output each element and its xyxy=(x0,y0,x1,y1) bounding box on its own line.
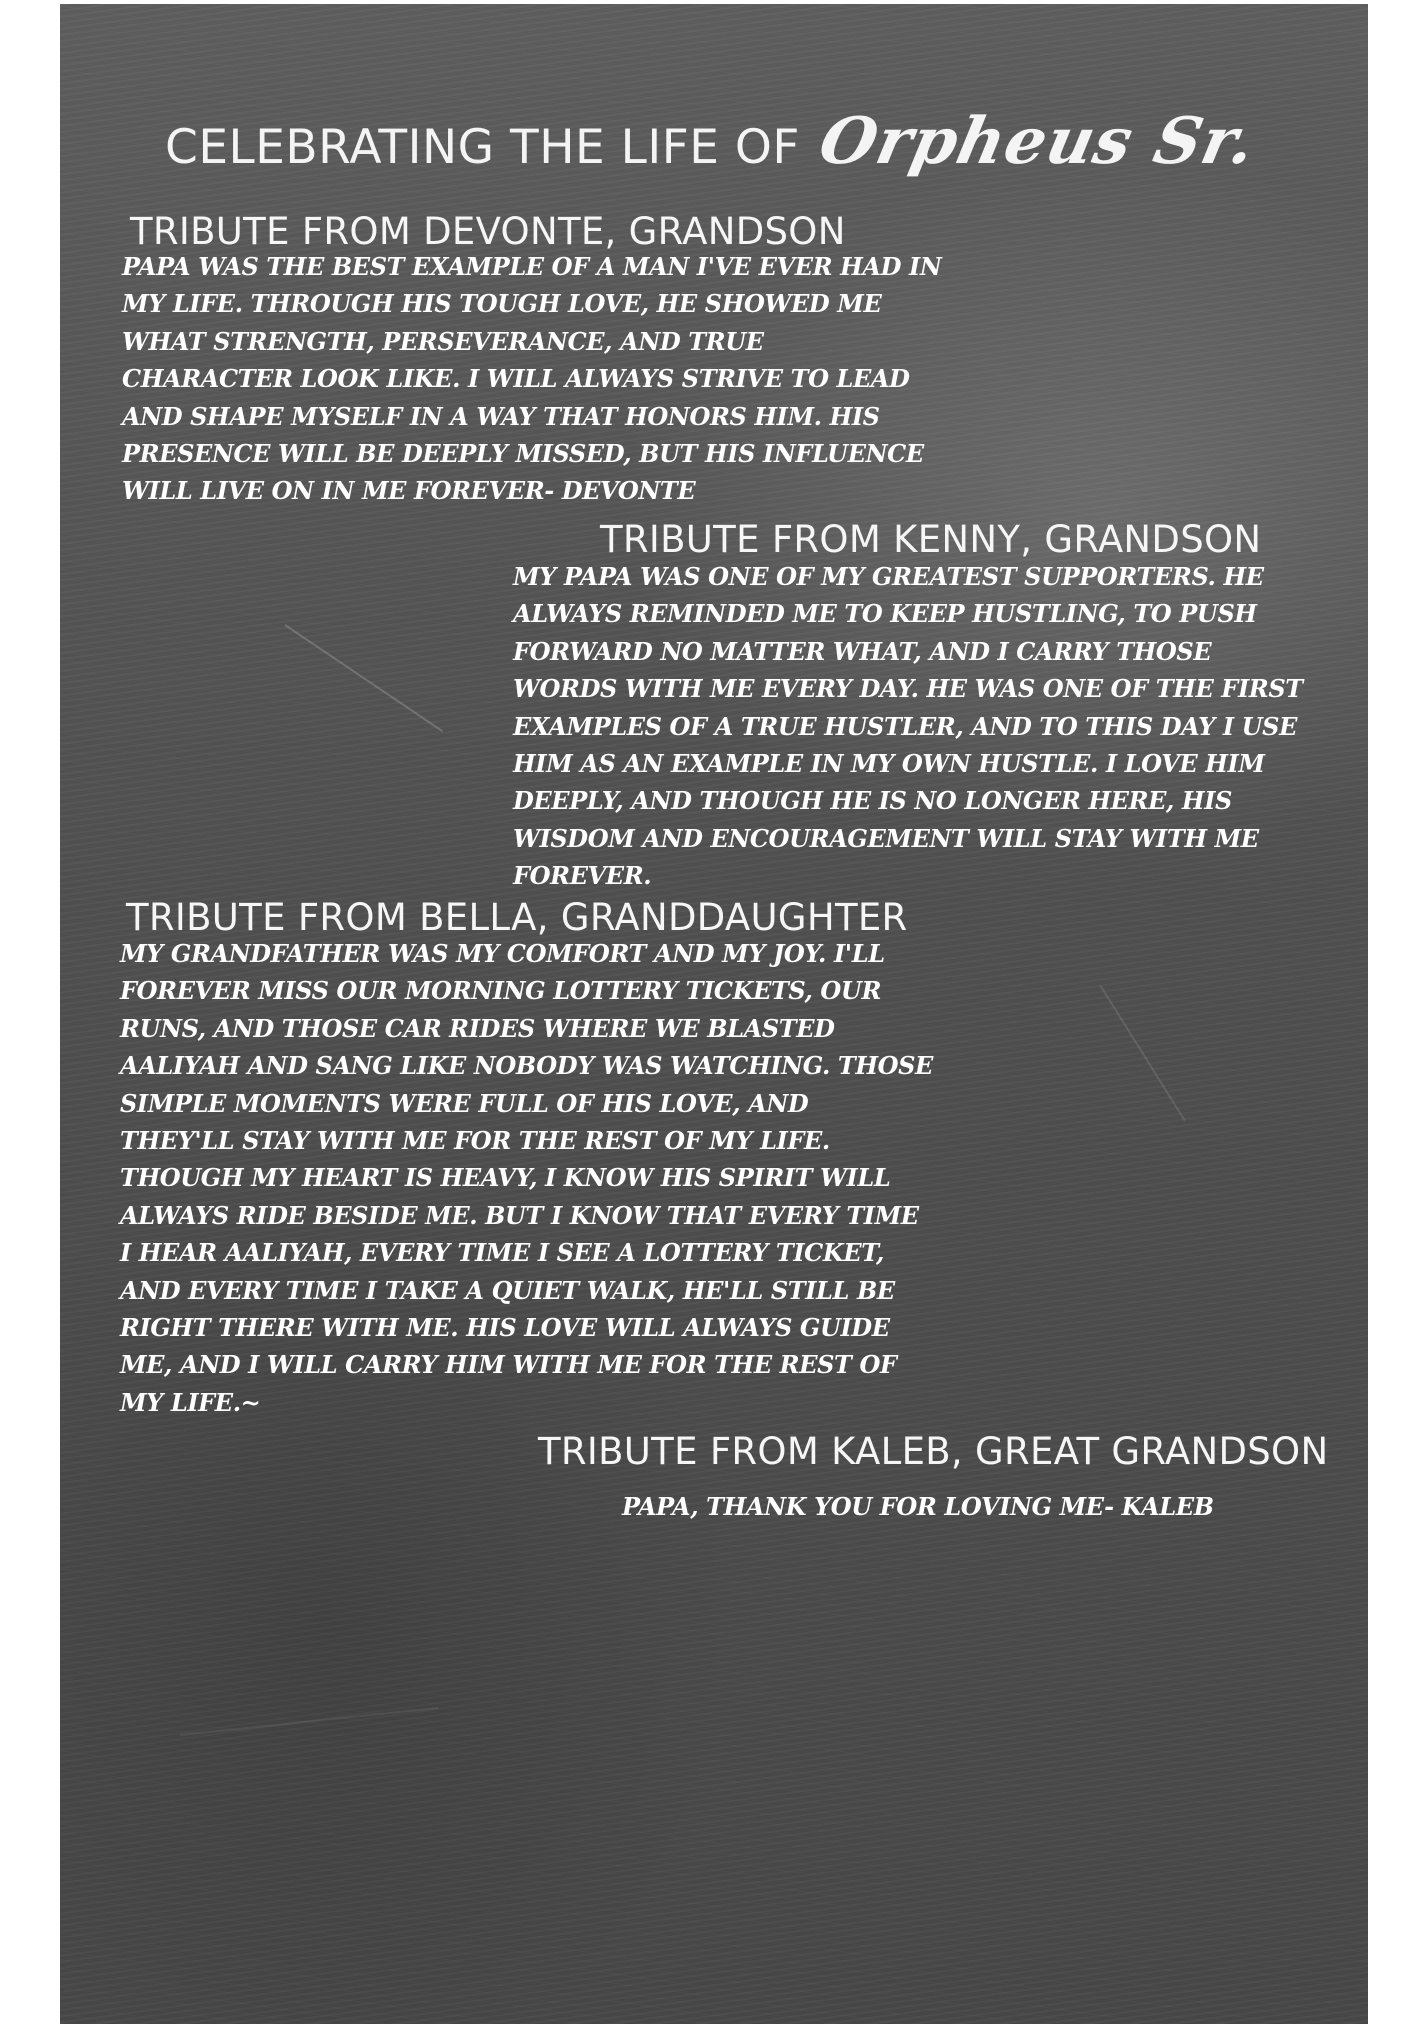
tribute-line: AALIYAH AND SANG LIKE NOBODY WAS WATCHING. THOSE xyxy=(120,1051,933,1081)
tribute-line: SIMPLE MOMENTS WERE FULL OF HIS LOVE, AND xyxy=(120,1088,809,1118)
tribute-heading-bella: TRIBUTE FROM BELLA, GRANDDAUGHTER xyxy=(126,896,908,939)
tribute-line: FOREVER. xyxy=(513,861,652,891)
tribute-line: HIM AS AN EXAMPLE IN MY OWN HUSTLE. I LOVE HIM xyxy=(513,749,1265,779)
tribute-line: MY LIFE.~ xyxy=(120,1387,261,1417)
honoree-name: Orpheus Sr. xyxy=(813,104,1264,179)
background-scratch xyxy=(1099,984,1185,1121)
tribute-line: THEY'LL STAY WITH ME FOR THE REST OF MY LIFE. xyxy=(120,1126,830,1156)
tribute-line: DEEPLY, AND THOUGH HE IS NO LONGER HERE, HIS xyxy=(513,786,1232,816)
tribute-body-bella xyxy=(120,935,933,1421)
tribute-heading-kaleb: TRIBUTE FROM KALEB, GREAT GRANDSON xyxy=(538,1430,1329,1473)
tribute-line: PRESENCE WILL BE DEEPLY MISSED, BUT HIS INFLUENCE xyxy=(122,439,924,469)
tribute-line: MY LIFE. THROUGH HIS TOUGH LOVE, HE SHOWED ME xyxy=(122,289,882,319)
memorial-page xyxy=(60,4,1368,2024)
tribute-line: FORWARD NO MATTER WHAT, AND I CARRY THOSE xyxy=(513,636,1212,666)
tribute-heading-kenny: TRIBUTE FROM KENNY, GRANDSON xyxy=(600,518,1262,561)
tribute-line: WILL LIVE ON IN ME FOREVER- DEVONTE xyxy=(122,476,696,506)
tribute-body-kaleb xyxy=(622,1488,1214,1525)
tribute-line: FOREVER MISS OUR MORNING LOTTERY TICKETS, OUR xyxy=(120,976,881,1006)
tribute-line: CHARACTER LOOK LIKE. I WILL ALWAYS STRIVE TO LEAD xyxy=(122,364,910,394)
tribute-line: THOUGH MY HEART IS HEAVY, I KNOW HIS SPIRIT WILL xyxy=(120,1163,891,1193)
tribute-body-kenny xyxy=(513,558,1303,895)
tribute-line: MY GRANDFATHER WAS MY COMFORT AND MY JOY. I'LL xyxy=(120,939,885,968)
tribute-heading-devonte: TRIBUTE FROM DEVONTE, GRANDSON xyxy=(130,210,846,253)
tribute-line: MY PAPA WAS ONE OF MY GREATEST SUPPORTERS. HE xyxy=(513,562,1264,591)
tribute-line: WORDS WITH ME EVERY DAY. HE WAS ONE OF THE FIRST xyxy=(513,674,1303,704)
tribute-line: ALWAYS RIDE BESIDE ME. BUT I KNOW THAT EVERY TIME xyxy=(120,1200,919,1230)
title-prefix: CELEBRATING THE LIFE OF xyxy=(165,120,800,175)
tribute-line: WISDOM AND ENCOURAGEMENT WILL STAY WITH ME xyxy=(513,823,1259,853)
page-title xyxy=(165,104,1264,179)
tribute-line: AND SHAPE MYSELF IN A WAY THAT HONORS HIM. HIS xyxy=(122,401,880,431)
tribute-line: RUNS, AND THOSE CAR RIDES WHERE WE BLASTED xyxy=(120,1013,835,1043)
tribute-line: RIGHT THERE WITH ME. HIS LOVE WILL ALWAYS GUIDE xyxy=(120,1313,890,1343)
background-scratch xyxy=(180,1707,439,1736)
tribute-line: I HEAR AALIYAH, EVERY TIME I SEE A LOTTERY TICKET, xyxy=(120,1238,885,1268)
background-scratch xyxy=(284,624,443,732)
tribute-line: PAPA, THANK YOU FOR LOVING ME- KALEB xyxy=(622,1492,1214,1521)
tribute-line: WHAT STRENGTH, PERSEVERANCE, AND TRUE xyxy=(122,326,764,356)
tribute-line: ME, AND I WILL CARRY HIM WITH ME FOR THE REST OF xyxy=(120,1350,897,1380)
tribute-line: AND EVERY TIME I TAKE A QUIET WALK, HE'LL STILL BE xyxy=(120,1275,895,1305)
tribute-line: EXAMPLES OF A TRUE HUSTLER, AND TO THIS DAY I USE xyxy=(513,711,1297,741)
tribute-line: ALWAYS REMINDED ME TO KEEP HUSTLING, TO PUSH xyxy=(513,599,1257,629)
tribute-line: PAPA WAS THE BEST EXAMPLE OF A MAN I'VE EVER HAD IN xyxy=(122,252,942,281)
tribute-body-devonte xyxy=(122,248,941,510)
